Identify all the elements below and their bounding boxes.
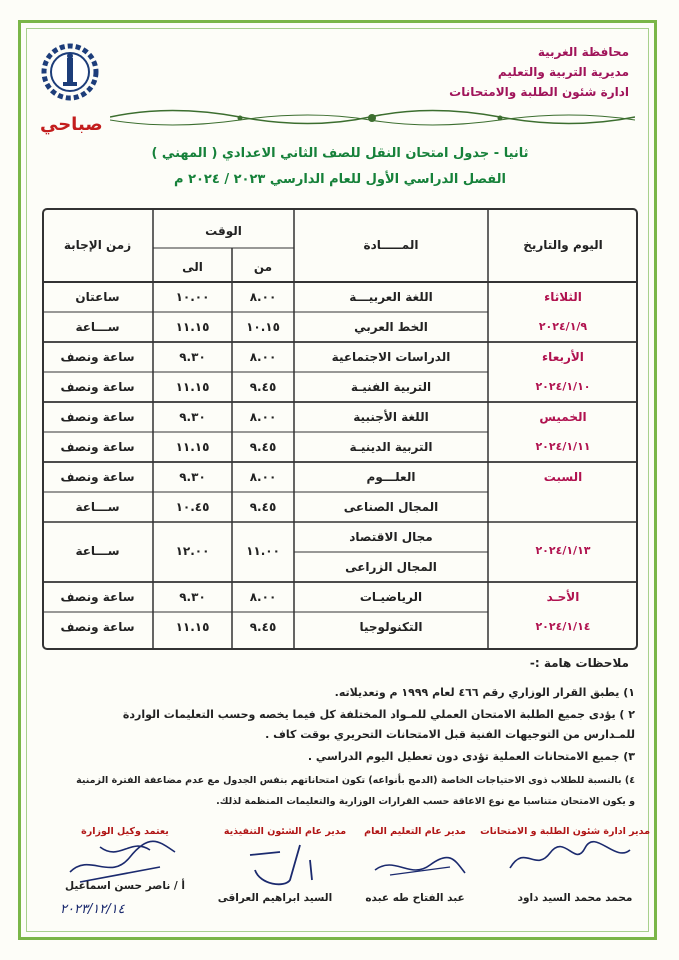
to-time-cell: ٩.٣٠ (179, 410, 206, 424)
duration-cell: ساعة ونصف (60, 440, 135, 454)
date-cell: ٢٠٢٤/١/٩ (538, 320, 588, 333)
governorate-label: محافظة الغربية (537, 45, 629, 59)
to-time-cell: ٩.٣٠ (179, 470, 206, 484)
header-duration: زمن الإجابة (63, 238, 132, 252)
duration-cell: ســـاعة (75, 500, 120, 514)
signature-scrawl (505, 838, 635, 878)
signature-scrawl (370, 845, 470, 885)
duration-cell: ساعة ونصف (60, 590, 135, 604)
to-time-cell: ١٠.٤٥ (175, 500, 210, 514)
header-block (389, 42, 629, 102)
to-time-cell: ١٢.٠٠ (175, 544, 210, 558)
subject-cell: الرياضيـات (359, 590, 423, 604)
to-time-cell: ١١.١٥ (175, 440, 210, 454)
header-day-date: اليوم والتاريخ (523, 238, 603, 252)
signature-title: مدير عام التعليم العام (364, 826, 466, 837)
shift-label: صباحي (40, 114, 103, 135)
note-item: ٣) جميع الامتحانات العملية تؤدى دون تعطيل اليوم الدراسي . (307, 750, 635, 763)
ornament-divider (110, 104, 635, 130)
to-time-cell: ٩.٣٠ (179, 350, 206, 364)
from-time-cell: ٨.٠٠ (249, 590, 277, 604)
note-item: للمـدارس من التوجيهات الفنية قبل الامتحانات التحريري بوقت كاف . (265, 728, 635, 741)
duration-cell: ساعة ونصف (60, 350, 135, 364)
header-to: الى (182, 260, 203, 274)
subject-cell: مجال الاقتصاد (349, 530, 433, 544)
subject-cell: المجال الصناعى (343, 500, 439, 514)
day-name-cell: السبت (543, 470, 583, 484)
schedule-table-grid (42, 208, 638, 650)
to-time-cell: ١١.١٥ (175, 620, 210, 634)
from-time-cell: ٨.٠٠ (249, 470, 277, 484)
subject-cell: اللغة الأجنبية (353, 410, 429, 424)
day-name-cell: الثلاثاء (544, 290, 582, 304)
to-time-cell: ١١.١٥ (175, 380, 210, 394)
signature-scrawl (230, 840, 320, 890)
schedule-subtitle: الفصل الدراسي الأول للعام الدارسي ٢٠٢٣ / ٢٠٢٤ م (174, 172, 506, 187)
duration-cell: ساعة ونصف (60, 620, 135, 634)
to-time-cell: ١١.١٥ (175, 320, 210, 334)
from-time-cell: ٩.٤٥ (249, 380, 277, 394)
note-item: و يكون الامتحان متناسبا مع نوع الاعاقة حسب القرارات الوزارية والتعليمات المنظمة لذلك. (216, 796, 635, 807)
subject-cell: التربية الدينيـة (349, 440, 433, 454)
subject-cell: الدراسات الاجتماعية (331, 350, 451, 364)
signature-title: مدير عام الشئون التنفيذية (223, 826, 347, 837)
duration-cell: ســـاعة (75, 544, 120, 558)
subject-cell: المجال الزراعى (345, 560, 437, 574)
note-item: ١) يطبق القرار الوزاري رقم ٤٦٦ لعام ١٩٩٩ م وتعديلاته. (334, 686, 635, 699)
from-time-cell: ٨.٠٠ (249, 410, 277, 424)
note-item: ٢ ) يؤدى جميع الطلبة الامتحان العملي للمـواد المختلفة كل فيما يخصه وحسب التعليمات الواردة (122, 708, 635, 721)
date-cell: ٢٠٢٤/١/١١ (535, 440, 591, 453)
duration-cell: ساعتان (75, 290, 120, 304)
from-time-cell: ٨.٠٠ (249, 290, 277, 304)
duration-cell: ســـاعة (75, 320, 120, 334)
duration-cell: ساعة ونصف (60, 380, 135, 394)
signature-title: يعتمد وكيل الوزارة (81, 826, 169, 837)
to-time-cell: ٩.٣٠ (179, 590, 206, 604)
note-item: ٤) بالنسبة للطلاب ذوى الاحتياجات الخاصة (الدمج بأنواعه) تكون امتحاناتهم بنفس الجدول مع عدم مضاعفة الفترة الزمنية (76, 775, 635, 786)
notes-title: ملاحظات هامة :- (529, 656, 629, 670)
day-name-cell: الأحـد (546, 590, 580, 604)
date-cell: ٢٠٢٤/١/١٠ (535, 380, 591, 393)
header-from: من (253, 260, 273, 274)
day-name-cell: الخميس (539, 410, 587, 424)
signature-name: أ / ناصر حسن اسماعيل (64, 880, 186, 892)
duration-cell: ساعة ونصف (60, 410, 135, 424)
ministry-logo-icon (40, 42, 100, 102)
to-time-cell: ١٠.٠٠ (175, 290, 210, 304)
signature-title: مدير ادارة شئون الطلبة و الامتحانات (480, 826, 650, 837)
subject-cell: التكنولوجيا (359, 620, 423, 634)
from-time-cell: ١١.٠٠ (246, 544, 280, 558)
from-time-cell: ٩.٤٥ (249, 620, 277, 634)
signature-name: محمد محمد السيد داود (517, 892, 633, 904)
from-time-cell: ٩.٤٥ (249, 440, 277, 454)
date-cell: ٢٠٢٤/١/١٣ (535, 544, 591, 557)
from-time-cell: ٩.٤٥ (249, 500, 277, 514)
signature-name: عبد الفتاح طه عبده (365, 892, 465, 904)
schedule-title: ثانيا - جدول امتحان النقل للصف الثاني الاعدادي ( المهني ) (151, 146, 529, 161)
day-name-cell: الأربعاء (542, 350, 584, 364)
subject-cell: اللغة العربيـــة (349, 290, 433, 304)
signature-date: ٢٠٢٣/١٢/١٤ (60, 902, 125, 917)
duration-cell: ساعة ونصف (60, 470, 135, 484)
subject-cell: العلـــوم (366, 470, 416, 484)
signature-name: السيد ابراهيم العراقى (217, 892, 333, 904)
header-time: الوقت (205, 224, 242, 238)
directorate-label: مديرية التربية والتعليم (497, 65, 629, 79)
subject-cell: الخط العربي (354, 320, 428, 334)
from-time-cell: ١٠.١٥ (246, 320, 280, 334)
date-cell: ٢٠٢٤/١/١٤ (535, 620, 591, 633)
header-subject: المـــــادة (363, 238, 419, 252)
department-label: ادارة شئون الطلبة والامتحانات (449, 85, 629, 99)
from-time-cell: ٨.٠٠ (249, 350, 277, 364)
subject-cell: التربية الفنيـة (350, 380, 432, 394)
